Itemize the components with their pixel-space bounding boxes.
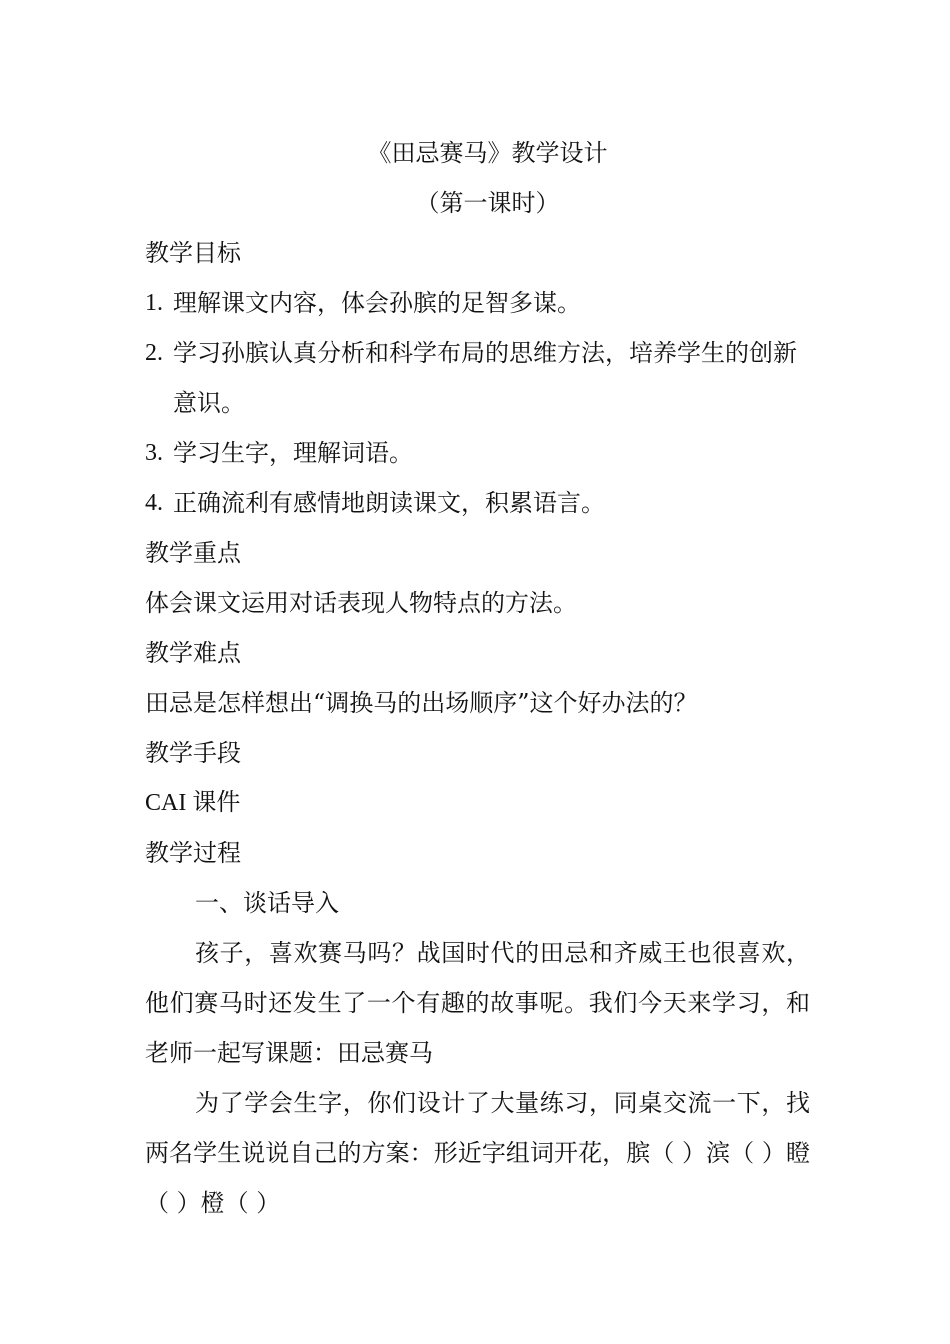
document-subtitle: （第一课时）: [415, 189, 560, 217]
list-text: 学习生字，理解词语。: [173, 439, 413, 467]
difficulty-heading: 教学难点: [145, 639, 241, 667]
list-item: [145, 478, 810, 528]
document-body: [145, 128, 810, 1228]
goals-heading: 教学目标: [145, 239, 241, 267]
means-heading: 教学手段: [145, 739, 241, 767]
list-text: 正确流利有感情地朗读课文，积累语言。: [173, 489, 605, 517]
goals-list: [145, 278, 810, 528]
document-title: 《田忌赛马》教学设计: [367, 139, 608, 167]
list-number: 1.: [145, 290, 163, 316]
paragraph-practice: 为了学会生字，你们设计了大量练习，同桌交流一下，找两名学生说说自己的方案：形近字组词开花，膑（ ）滨（ ）瞪（ ）橙（ ）: [145, 1089, 810, 1217]
list-number: 4.: [145, 490, 163, 516]
paragraph-intro: 孩子，喜欢赛马吗？战国时代的田忌和齐威王也很喜欢，他们赛马时还发生了一个有趣的故事呢。我们今天来学习，和老师一起写课题：田忌赛马: [145, 939, 810, 1067]
list-item: [145, 428, 810, 478]
list-number: 3.: [145, 440, 163, 466]
process-heading: 教学过程: [145, 839, 241, 867]
list-item: [145, 278, 810, 328]
list-text: 学习孙膑认真分析和科学布局的思维方法，培养学生的创新意识。: [173, 339, 797, 417]
key-text: 体会课文运用对话表现人物特点的方法。: [145, 589, 577, 617]
difficulty-text: 田忌是怎样想出“调换马的出场顺序”这个好办法的？: [145, 689, 698, 717]
list-text: 理解课文内容，体会孙膑的足智多谋。: [173, 289, 581, 317]
step1-heading: 一、谈话导入: [195, 889, 339, 917]
list-number: 2.: [145, 340, 163, 366]
means-text: CAI 课件: [145, 790, 241, 816]
list-item: [145, 328, 810, 428]
key-heading: 教学重点: [145, 539, 241, 567]
